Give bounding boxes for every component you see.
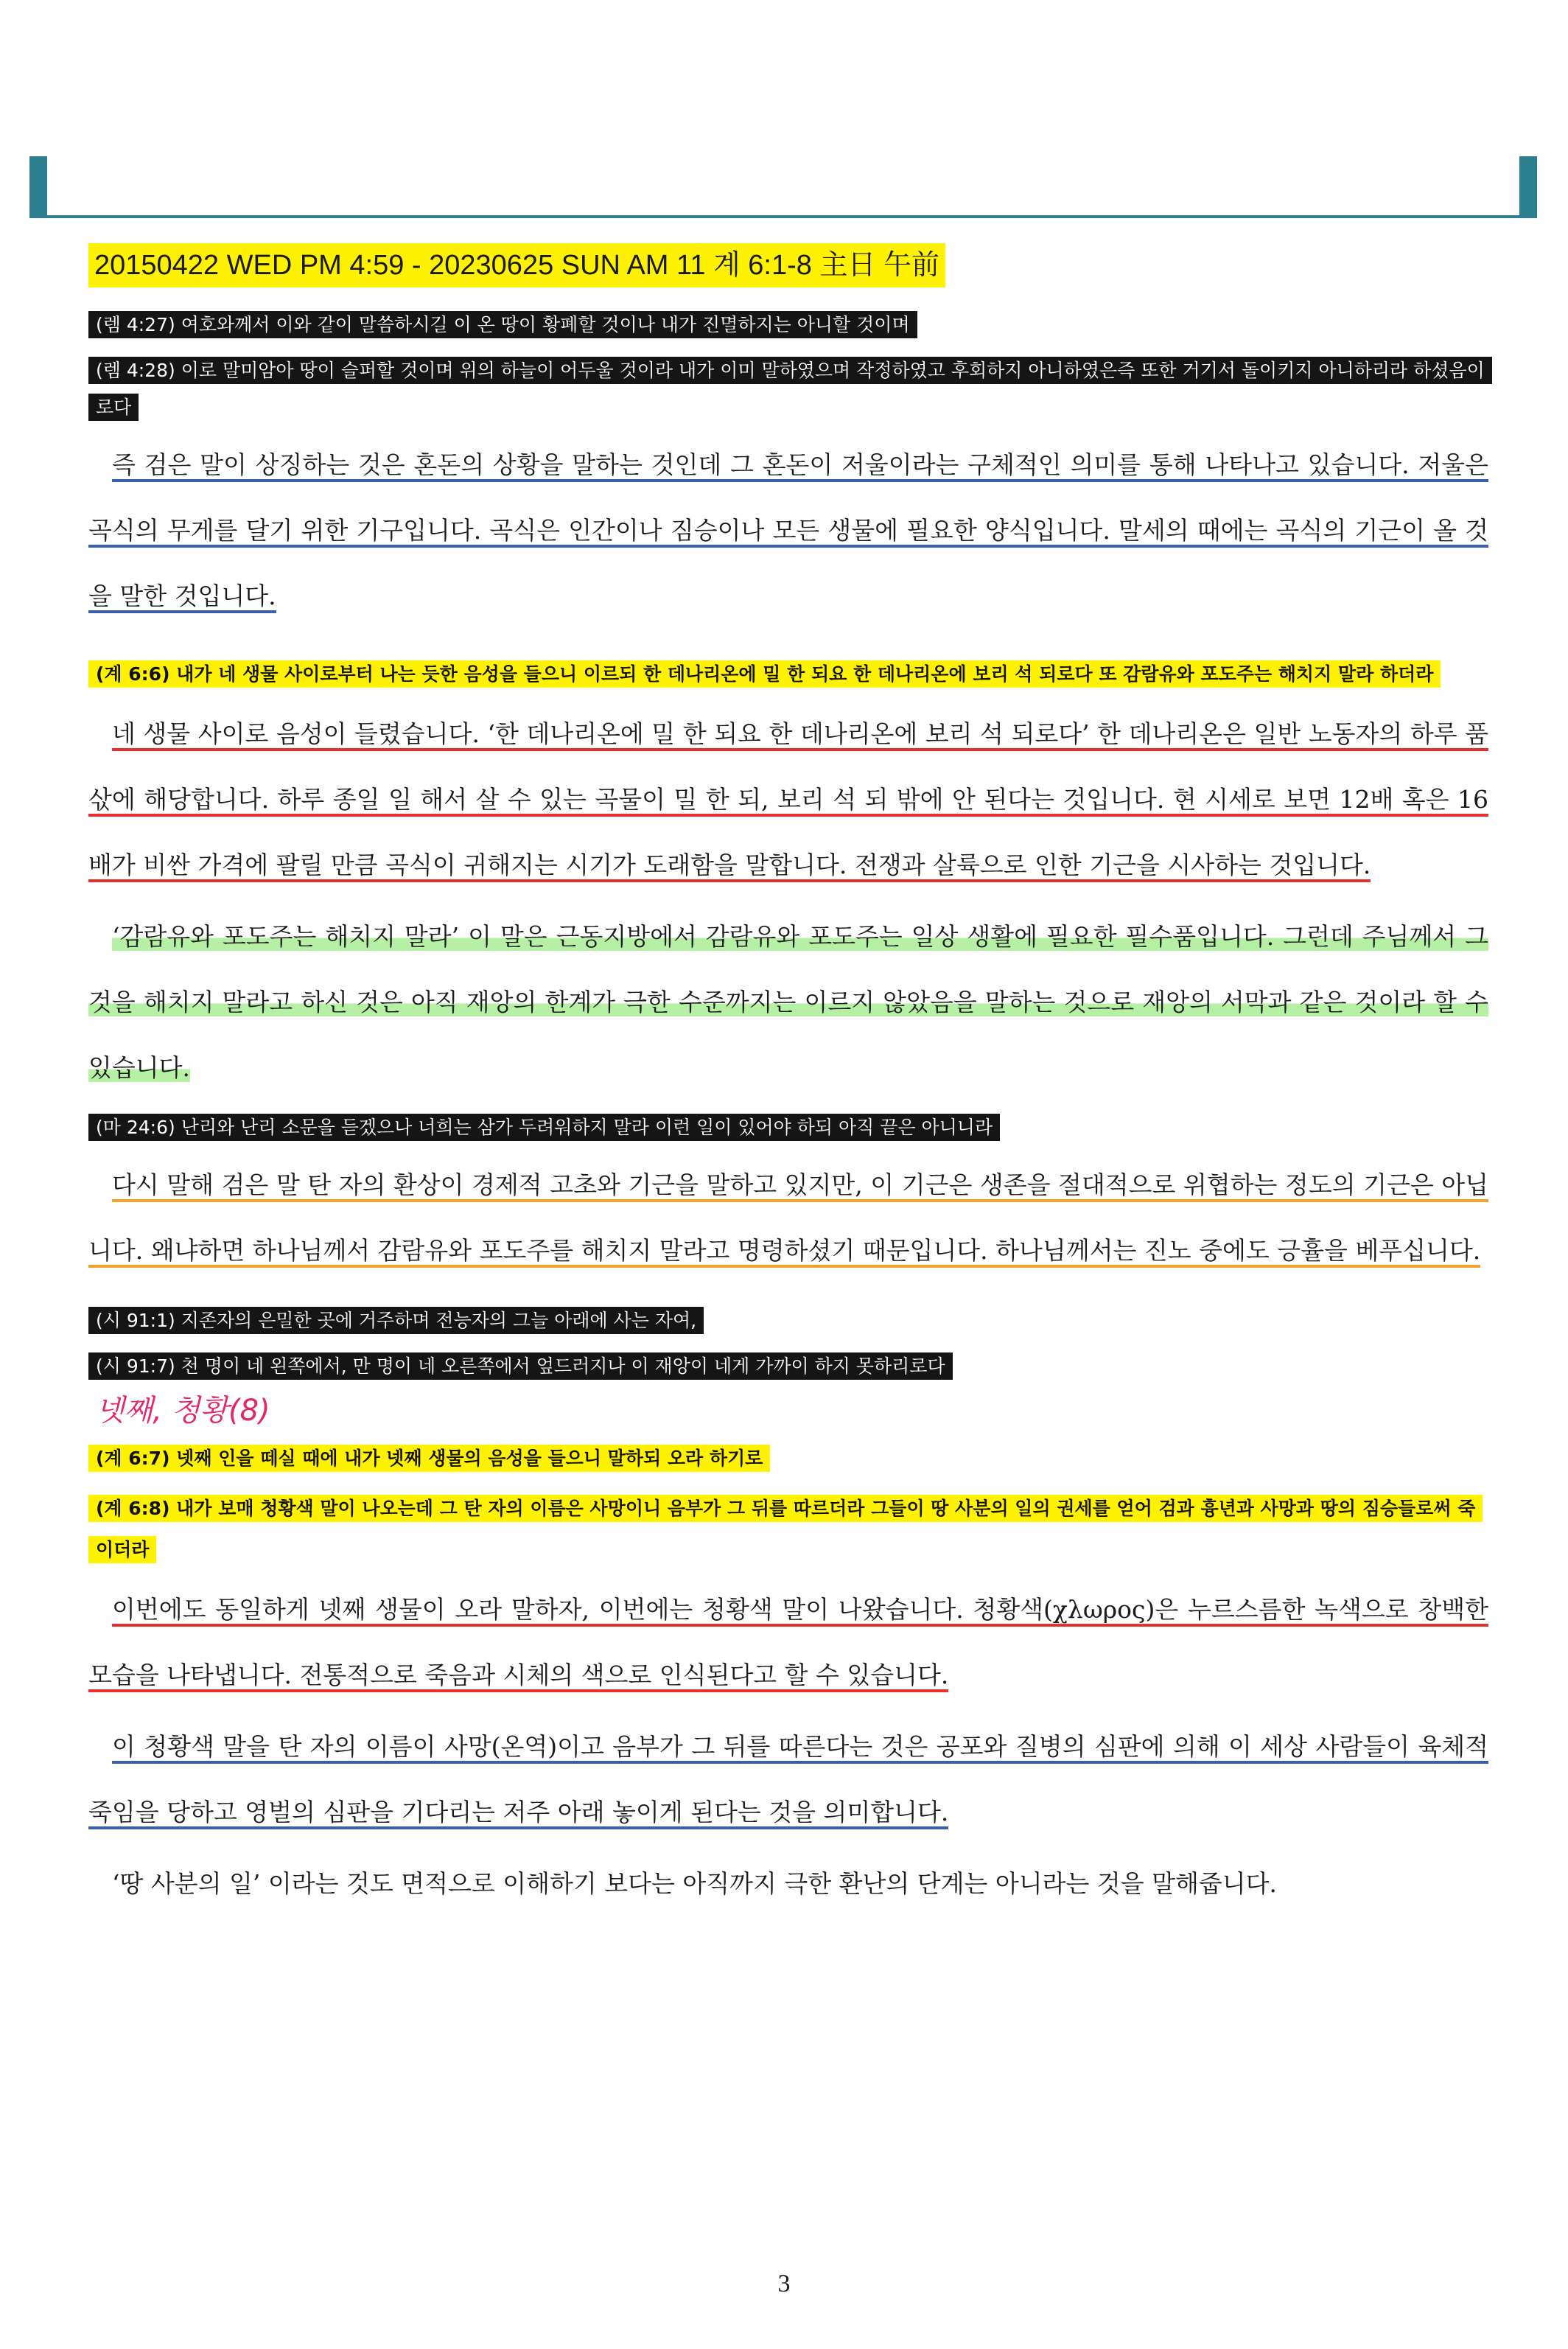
scripture-quote: (시 91:1) 지존자의 은밀한 곳에 거주하며 전능자의 그늘 아래에 사는 자여,: [88, 1307, 704, 1334]
page-frame-top-line: [47, 215, 1519, 218]
page-number: 3: [777, 2270, 791, 2297]
paragraph: 즉 검은 말이 상징하는 것은 혼돈의 상황을 말하는 것인데 그 혼돈이 저울이라는 구체적인 의미를 통해 나타나고 있습니다. 저울은 곡식의 무게를 달기 위한 기구입니다. 곡식은 인간이나 짐승이나 모든 생물에 필요한 양식입니다. 말세의 때에는 곡식의 기근이 올 것을 말한 것입니다.: [88, 432, 1488, 629]
scripture-quote-highlight: (계 6:6) 내가 네 생물 사이로부터 나는 듯한 음성을 들으니 이르되 한 데나리온에 밀 한 되요 한 데나리온에 보리 석 되로다 또 감람유와 포도주는 해치지 말라 하더라: [88, 660, 1441, 688]
paragraph: 다시 말해 검은 말 탄 자의 환상이 경제적 고초와 기근을 말하고 있지만, 이 기근은 생존을 절대적으로 위협하는 정도의 기근은 아닙니다. 왜냐하면 하나님께서 감람유와 포도주를 해치지 말라고 명령하셨기 때문입니다. 하나님께서는 진노 중에도 긍휼을 베푸십니다.: [88, 1152, 1488, 1283]
date-header: 20150422 WED PM 4:59 - 20230625 SUN AM 11 계 6:1-8 主日 午前: [88, 243, 945, 287]
scripture-quote: (렘 4:27) 여호와께서 이와 같이 말씀하시길 이 온 땅이 황폐할 것이나 내가 진멸하지는 아니할 것이며: [88, 311, 917, 338]
scripture-quote-highlight: (계 6:7) 넷째 인을 떼실 때에 내가 넷째 생물의 음성을 들으니 말하되 오라 하기로: [88, 1445, 770, 1472]
document-body: [88, 236, 1488, 1916]
page-frame-right-bar: [1519, 156, 1537, 218]
paragraph: 이번에도 동일하게 넷째 생물이 오라 말하자, 이번에는 청황색 말이 나왔습니다. 청황색(χλωρος)은 누르스름한 녹색으로 창백한 모습을 나타냅니다. 전통적으로 죽음과 시체의 색으로 인식된다고 할 수 있습니다.: [88, 1577, 1488, 1708]
paragraph: 네 생물 사이로 음성이 들렸습니다. ‘한 데나리온에 밀 한 되요 한 데나리온에 보리 석 되로다’ 한 데나리온은 일반 노동자의 하루 품삯에 해당합니다. 하루 종일 일 해서 살 수 있는 곡물이 밀 한 되, 보리 석 되 밖에 안 된다는 것입니다. 현 시세로 보면 12배 혹은 16배가 비싼 가격에 팔릴 만큼 곡식이 귀해지는 시기가 도래함을 말합니다. 전쟁과 살륙으로 인한 기근을 시사하는 것입니다.: [88, 701, 1488, 898]
page-frame-left-bar: [29, 156, 47, 218]
paragraph: ‘땅 사분의 일’ 이라는 것도 면적으로 이해하기 보다는 아직까지 극한 환난의 단계는 아니라는 것을 말해줍니다.: [112, 1869, 1277, 1898]
paragraph: 이 청황색 말을 탄 자의 이름이 사망(온역)이고 음부가 그 뒤를 따른다는 것은 공포와 질병의 심판에 의해 이 세상 사람들이 육체적 죽임을 당하고 영벌의 심판을 기다리는 저주 아래 놓이게 된다는 것을 의미합니다.: [88, 1714, 1488, 1845]
quote-block-psalm: [88, 1302, 1488, 1385]
handwritten-note: 넷째, 청황(8): [96, 1394, 270, 1428]
scripture-quote-highlight: (계 6:8) 내가 보매 청황색 말이 나오는데 그 탄 자의 이름은 사망이니 음부가 그 뒤를 따르더라 그들이 땅 사분의 일의 권세를 얻어 검과 흉년과 사망과 땅의 짐승들로써 죽이더라: [88, 1495, 1483, 1563]
quote-block-revelation: [88, 1438, 1488, 1571]
scripture-quote: (렘 4:28) 이로 말미암아 땅이 슬퍼할 것이며 위의 하늘이 어두울 것이라 내가 이미 말하였으며 작정하였고 후회하지 아니하였은즉 또한 거기서 돌이키지 아니하리라 하셨음이로다: [88, 357, 1492, 421]
scripture-quote: (마 24:6) 난리와 난리 소문을 듣겠으나 너희는 삼가 두려워하지 말라 이런 일이 있어야 하되 아직 끝은 아니니라: [88, 1114, 1000, 1141]
quote-block-jeremiah: [88, 307, 1488, 426]
scripture-quote: (시 91:7) 천 명이 네 왼쪽에서, 만 명이 네 오른쪽에서 엎드러지나 이 재앙이 네게 가까이 하지 못하리로다: [88, 1352, 953, 1380]
paragraph: ‘감람유와 포도주는 해치지 말라’ 이 말은 근동지방에서 감람유와 포도주는 일상 생활에 필요한 필수품입니다. 그런데 주님께서 그것을 해치지 말라고 하신 것은 아직 재앙의 한계가 극한 수준까지는 이르지 않았음을 말하는 것으로 재앙의 서막과 같은 것이라 할 수 있습니다.: [88, 922, 1488, 1082]
